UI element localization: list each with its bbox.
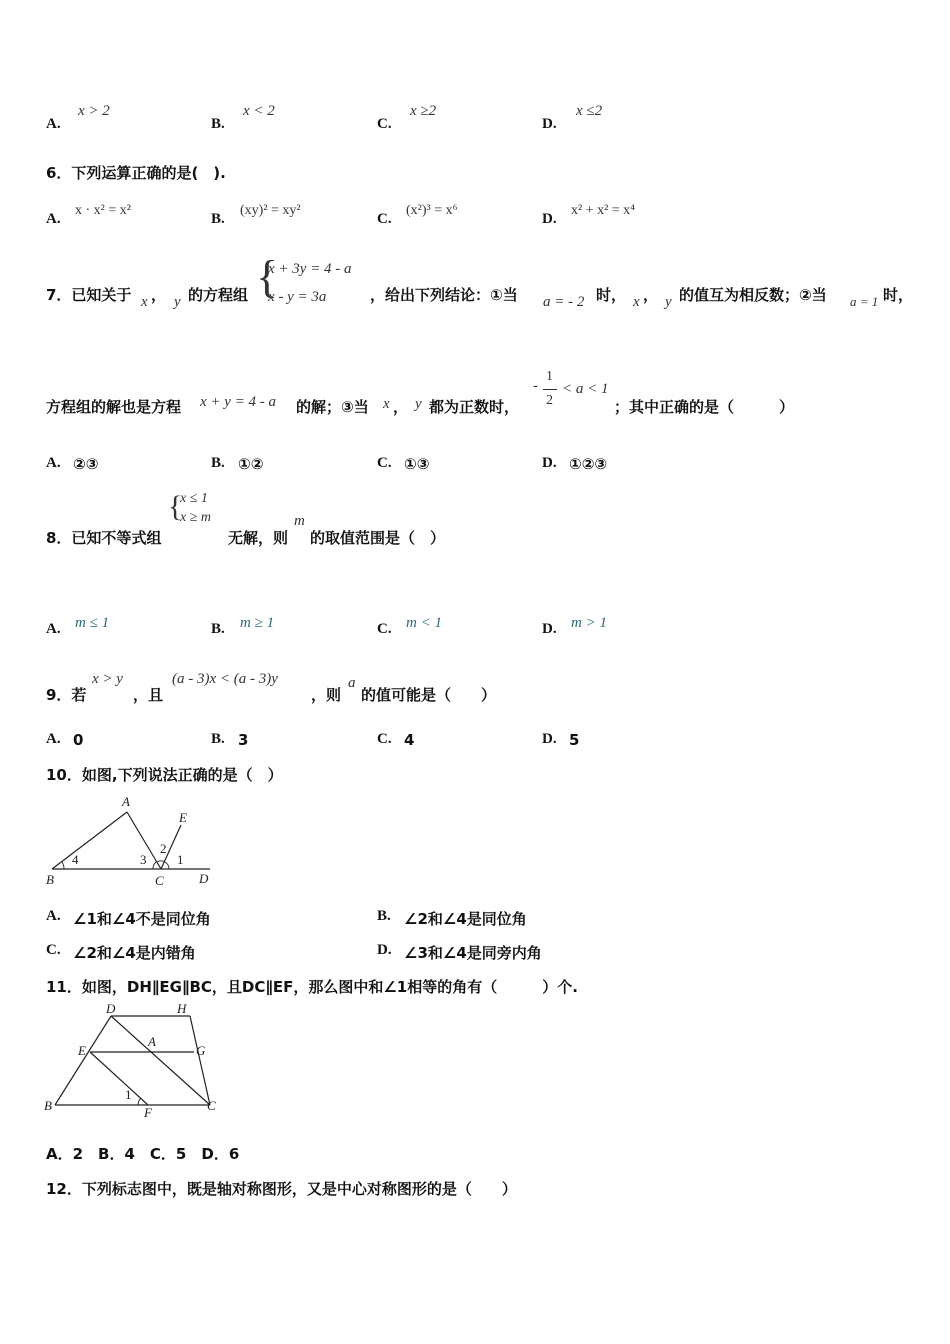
label-a: A bbox=[122, 794, 130, 809]
label-2: 2 bbox=[160, 841, 167, 856]
option-text: ②③ bbox=[73, 455, 99, 473]
option-letter: B. bbox=[211, 116, 225, 132]
text: ；其中正确的是（ ） bbox=[614, 398, 795, 416]
option-text: 5 bbox=[569, 731, 580, 749]
angle-arc-4 bbox=[62, 862, 64, 869]
comma: ， bbox=[151, 286, 167, 304]
label-4: 4 bbox=[72, 852, 79, 867]
var-x: x bbox=[383, 396, 390, 412]
option-text: ∠2和∠4是内错角 bbox=[73, 944, 196, 962]
text: ，且 bbox=[133, 686, 164, 704]
equation-3: x + y = 4 - a bbox=[200, 394, 277, 410]
condition-1: a = - 2 bbox=[543, 294, 585, 310]
text: 的值互为相反数；②当 bbox=[679, 286, 827, 304]
text: 时， bbox=[883, 286, 914, 304]
var-y: y bbox=[174, 294, 181, 310]
var-x: x bbox=[633, 294, 640, 310]
fraction-bar bbox=[543, 389, 557, 390]
angle-arc-1 bbox=[165, 862, 169, 869]
option-expr: (x²)³ = x⁶ bbox=[406, 203, 458, 218]
option-letter: A. bbox=[46, 908, 61, 924]
fraction-minus: - bbox=[533, 378, 538, 394]
question-6-stem: 6．下列运算正确的是( ). bbox=[46, 164, 226, 182]
label-d: D bbox=[199, 871, 209, 886]
inequality-1: x ≤ 1 bbox=[180, 491, 208, 506]
option-letter: A. bbox=[46, 455, 61, 471]
option-text: ∠2和∠4是同位角 bbox=[404, 910, 527, 928]
option-letter: B. bbox=[377, 908, 391, 924]
question-12-stem: 12．下列标志图中，既是轴对称图形，又是中心对称图形的是（ ） bbox=[46, 1180, 517, 1198]
option-expr: m ≤ 1 bbox=[75, 615, 110, 631]
question-7-num: 7．已知关于 bbox=[46, 286, 132, 304]
q11-options: A．2 B．4 C．5 D．6 bbox=[46, 1145, 240, 1163]
option-expr: m > 1 bbox=[571, 615, 607, 631]
text: 的解；③当 bbox=[296, 398, 369, 416]
option-letter: B. bbox=[211, 211, 225, 227]
var-m: m bbox=[294, 513, 305, 529]
option-text: 3 bbox=[238, 731, 249, 749]
option-letter: A. bbox=[46, 211, 61, 227]
option-letter: B. bbox=[211, 731, 225, 747]
condition: x > y bbox=[92, 671, 123, 687]
question-10-figure bbox=[44, 792, 224, 892]
text: 的值可能是（ ） bbox=[361, 686, 497, 704]
option-letter: D. bbox=[542, 455, 557, 471]
option-text: ①② bbox=[238, 455, 264, 473]
label-b: B bbox=[46, 872, 54, 887]
label-c: C bbox=[155, 873, 164, 888]
label-h: H bbox=[177, 1001, 187, 1016]
fraction-numerator: 1 bbox=[546, 369, 553, 384]
option-expr: x · x² = x² bbox=[75, 203, 131, 218]
line-ef bbox=[90, 1052, 148, 1105]
option-letter: B. bbox=[211, 455, 225, 471]
var-x: x bbox=[141, 294, 148, 310]
text: ，则 bbox=[311, 686, 342, 704]
system-brace: { bbox=[168, 490, 183, 523]
text: 都为正数时， bbox=[429, 398, 520, 416]
text: ，给出下列结论：①当 bbox=[370, 286, 518, 304]
angle-arc-1 bbox=[138, 1098, 141, 1105]
option-letter: C. bbox=[377, 455, 392, 471]
label-1: 1 bbox=[125, 1087, 132, 1102]
angle-arc-2 bbox=[157, 861, 165, 862]
option-expr: x > 2 bbox=[78, 103, 110, 119]
question-11-figure bbox=[40, 1000, 230, 1125]
question-10-stem: 10．如图,下列说法正确的是（ ） bbox=[46, 766, 283, 784]
option-text: 4 bbox=[404, 731, 415, 749]
var-y: y bbox=[415, 396, 422, 412]
line-hc bbox=[190, 1016, 210, 1105]
range-expr: < a < 1 bbox=[562, 381, 609, 397]
fraction-denominator: 2 bbox=[546, 393, 553, 408]
inequality-2: x ≥ m bbox=[180, 510, 212, 525]
option-expr: x < 2 bbox=[243, 103, 275, 119]
option-expr: x ≥2 bbox=[410, 103, 437, 119]
option-letter: C. bbox=[46, 942, 61, 958]
inequality: (a - 3)x < (a - 3)y bbox=[172, 671, 278, 687]
option-letter: B. bbox=[211, 621, 225, 637]
option-expr: m < 1 bbox=[406, 615, 442, 631]
label-g: G bbox=[196, 1043, 206, 1058]
question-11-stem: 11．如图，DH∥EG∥BC，且DC∥EF，那么图中和∠1相等的角有（ ）个. bbox=[46, 978, 578, 996]
line-ba bbox=[52, 812, 127, 869]
equation-2: x - y = 3a bbox=[268, 289, 327, 305]
label-b: B bbox=[44, 1098, 52, 1113]
text: 无解，则 bbox=[228, 529, 289, 547]
option-text: 0 bbox=[73, 731, 84, 749]
option-letter: D. bbox=[542, 116, 557, 132]
equation-1: x + 3y = 4 - a bbox=[268, 261, 352, 277]
option-letter: D. bbox=[542, 211, 557, 227]
option-letter: D. bbox=[542, 621, 557, 637]
var-a: a bbox=[348, 675, 356, 691]
option-text: ①②③ bbox=[569, 455, 608, 473]
option-expr: x² + x² = x⁴ bbox=[571, 203, 636, 218]
option-text: ∠1和∠4不是同位角 bbox=[73, 910, 211, 928]
label-c: C bbox=[207, 1098, 216, 1113]
option-letter: C. bbox=[377, 116, 392, 132]
comma: ， bbox=[393, 398, 409, 416]
label-d: D bbox=[106, 1001, 116, 1016]
option-expr: (xy)² = xy² bbox=[240, 203, 301, 218]
option-expr: m ≥ 1 bbox=[240, 615, 275, 631]
option-text: ∠3和∠4是同旁内角 bbox=[404, 944, 542, 962]
question-9-num: 9．若 bbox=[46, 686, 87, 704]
option-letter: A. bbox=[46, 621, 61, 637]
option-expr: x ≤2 bbox=[576, 103, 603, 119]
label-a: A bbox=[148, 1034, 156, 1049]
label-1: 1 bbox=[177, 852, 184, 867]
label-3: 3 bbox=[140, 852, 147, 867]
label-e: E bbox=[78, 1043, 86, 1058]
system-brace: { bbox=[256, 251, 279, 302]
comma: ， bbox=[643, 286, 659, 304]
text: 的取值范围是（ ） bbox=[310, 529, 446, 547]
option-letter: C. bbox=[377, 621, 392, 637]
option-letter: C. bbox=[377, 211, 392, 227]
question-8-num: 8．已知不等式组 bbox=[46, 529, 162, 547]
option-letter: A. bbox=[46, 116, 61, 132]
angle-arc-3 bbox=[153, 862, 156, 869]
option-text: ①③ bbox=[404, 455, 430, 473]
text: 时， bbox=[596, 286, 627, 304]
label-f: F bbox=[144, 1105, 152, 1120]
option-letter: A. bbox=[46, 731, 61, 747]
text: 的方程组 bbox=[188, 286, 249, 304]
label-e: E bbox=[179, 810, 187, 825]
var-y: y bbox=[665, 294, 672, 310]
line-db bbox=[55, 1016, 111, 1105]
option-letter: C. bbox=[377, 731, 392, 747]
condition-2: a = 1 bbox=[850, 294, 879, 309]
text: 方程组的解也是方程 bbox=[46, 398, 182, 416]
option-letter: D. bbox=[542, 731, 557, 747]
option-letter: D. bbox=[377, 942, 392, 958]
